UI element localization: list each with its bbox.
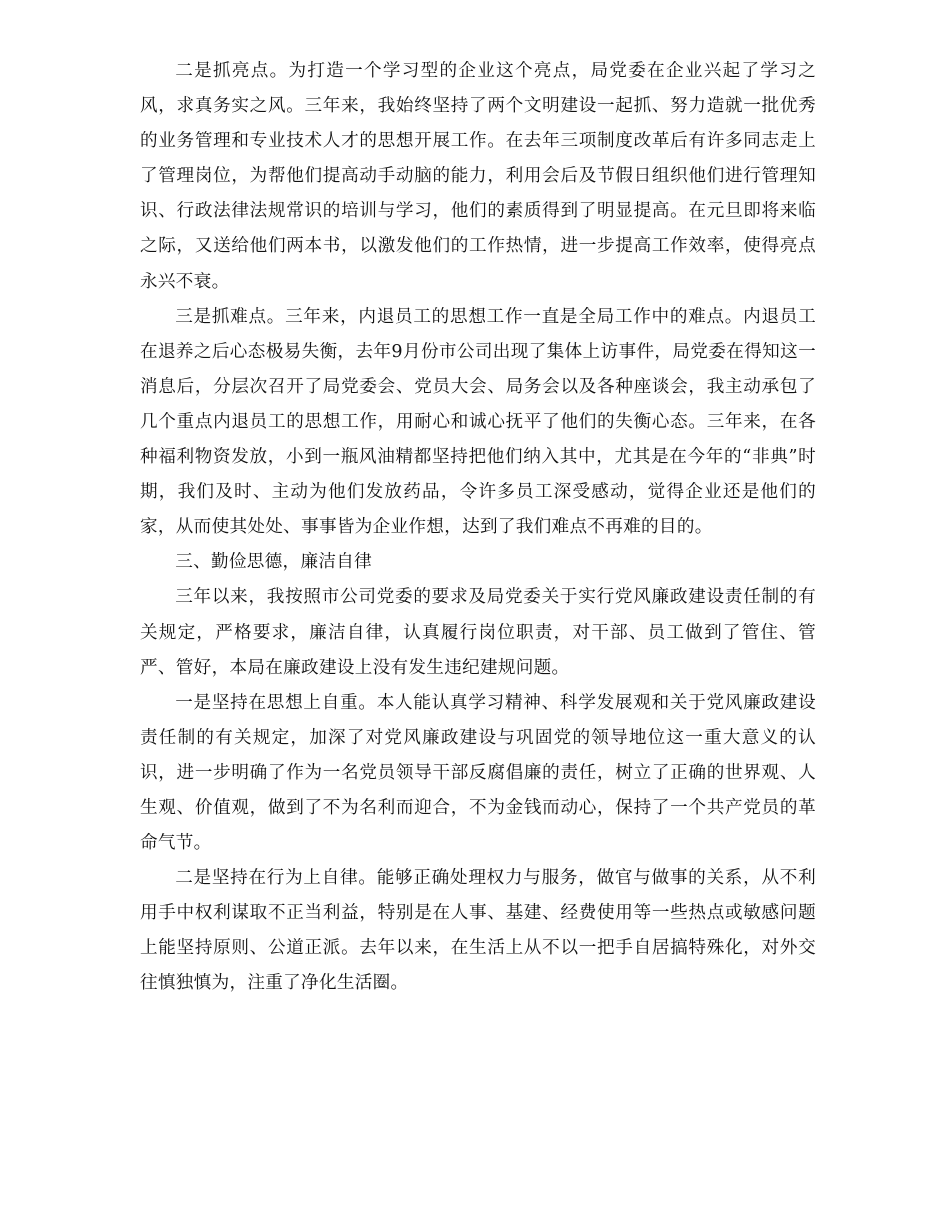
paragraph-integrity-overview: 三年以来，我按照市公司党委的要求及局党委关于实行党风廉政建设责任制的有关规定，严格要求，廉洁自律，认真履行岗位职责，对干部、员工做到了管住、管严、管好，本局在廉政建设上没有发生违纪建规问题。	[140, 587, 816, 678]
paragraph-grasp-difficulties: 三是抓难点。三年来，内退员工的思想工作一直是全局工作中的难点。内退员工在退养之后心态极易失衡，去年9月份市公司出现了集体上访事件，局党委在得知这一消息后，分层次召开了局党委会、党员大会、局务会以及各种座谈会，我主动承包了几个重点内退员工的思想工作，用耐心和诚心抚平了他们的失衡心态。三年来，在各种福利物资发放，小到一瓶风油精都坚持把他们纳入其中，尤其是在今年的“非典”时期，我们及时、主动为他们发放药品，令许多员工深受感动，觉得企业还是他们的家，从而使其处处、事事皆为企业作想，达到了我们难点不再难的目的。	[140, 306, 816, 538]
paragraph-self-respect-thought: 一是坚持在思想上自重。本人能认真学习精神、科学发展观和关于党风廉政建设责任制的有关规定，加深了对党风廉政建设与巩固党的领导地位这一重大意义的认识，进一步明确了作为一名党员领导干部反腐倡廉的责任，树立了正确的世界观、人生观、价值观，做到了不为名利而迎合，不为金钱而动心，保持了一个共产党员的革命气节。	[140, 692, 816, 854]
document-page	[140, 54, 816, 1002]
section-heading-integrity: 三、勤俭思德，廉洁自律	[175, 552, 373, 573]
paragraph-grasp-highlights: 二是抓亮点。为打造一个学习型的企业这个亮点，局党委在企业兴起了学习之风，求真务实之风。三年来，我始终坚持了两个文明建设一起抓、努力造就一批优秀的业务管理和专业技术人才的思想开展工作。在去年三项制度改革后有许多同志走上了管理岗位，为帮他们提高动手动脑的能力，利用会后及节假日组织他们进行管理知识、行政法律法规常识的培训与学习，他们的素质得到了明显提高。在元旦即将来临之际，又送给他们两本书，以激发他们的工作热情，进一步提高工作效率，使得亮点永兴不衰。	[140, 61, 816, 292]
paragraph-self-discipline-behavior: 二是坚持在行为上自律。能够正确处理权力与服务，做官与做事的关系，从不利用手中权利谋取不正当利益，特别是在人事、基建、经费使用等一些热点或敏感问题上能坚持原则、公道正派。去年以来，在生活上从不以一把手自居搞特殊化，对外交往慎独慎为，注重了净化生活圈。	[140, 868, 816, 994]
